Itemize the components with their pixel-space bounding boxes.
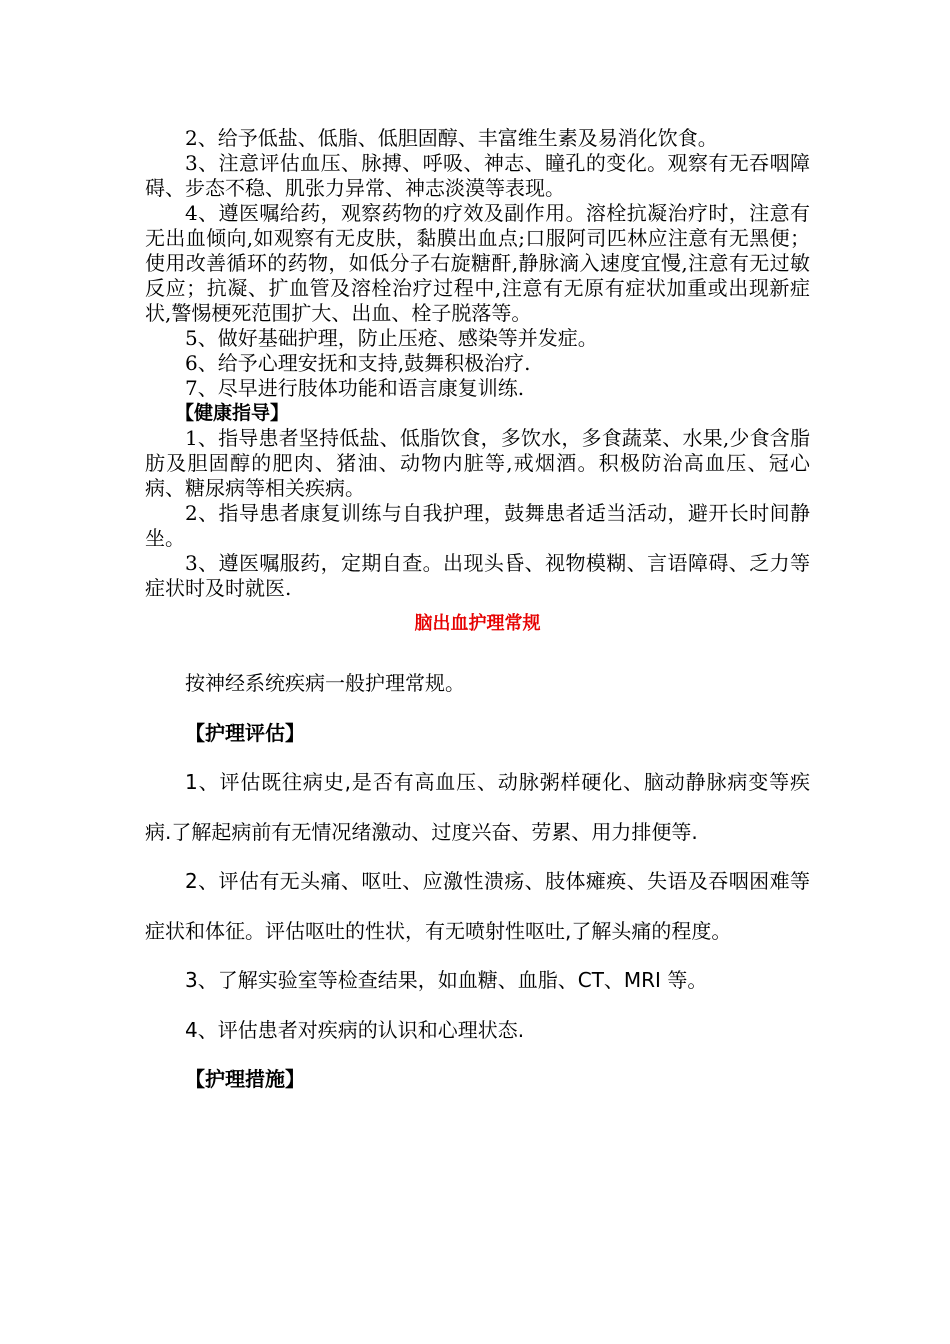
health-item-1: 1、指导患者坚持低盐、低脂饮食，多饮水，多食蔬菜、水果,少食含脂肪及胆固醇的肥肉、猪油、动物内脏等,戒烟酒。积极防治高血压、冠心病、糖尿病等相关疾病。 [145,426,810,500]
care-item-2: 2、给予低盐、低脂、低胆固醇、丰富维生素及易消化饮食。 [185,126,718,150]
infarction-care-continued [145,126,810,601]
assessment-item-2: 2、评估有无头痛、呕吐、应激性溃疡、肢体瘫痪、失语及吞咽困难等症状和体征。评估呕吐的性状，有无喷射性呕吐,了解头痛的程度。 [145,869,810,943]
care-item-6: 6、给予心理安抚和支持,鼓舞积极治疗. [185,351,531,375]
care-item-3: 3、注意评估血压、脉搏、呼吸、神志、瞳孔的变化。观察有无吞咽障碍、步态不稳、肌张力异常、神志淡漠等表现。 [145,151,810,200]
assessment-item-4: 4、评估患者对疾病的认识和心理状态. [185,1017,525,1042]
section-title: 脑出血护理常规 [414,613,541,634]
hemorrhage-care-section [145,659,810,1105]
health-item-3: 3、遵医嘱服药，定期自查。出现头昏、视物模糊、言语障碍、乏力等症状时及时就医. [145,551,810,600]
health-guidance-heading: 【健康指导】 [175,402,290,424]
care-item-4: 4、遵医嘱给药，观察药物的疗效及副作用。溶栓抗凝治疗时，注意有无出血倾向,如观察有无皮肤，黏膜出血点;口服阿司匹林应注意有无黑便；使用改善循环的药物，如低分子右旋糖酐,静脉滴入速度宜慢,注意有无过敏反应；抗凝、扩血管及溶栓治疗过程中,注意有无原有症状加重或出现新症状,警惕梗死范围扩大、出血、栓子脱落等。 [145,201,810,325]
assessment-heading: 【护理评估】 [185,720,305,745]
assessment-item-3: 3、了解实验室等检查结果，如血糖、血脂、CT、MRI 等。 [185,968,708,992]
document-body [145,126,810,1105]
care-item-7: 7、尽早进行肢体功能和语言康复训练. [185,376,525,400]
health-item-2: 2、指导患者康复训练与自我护理，鼓舞患者适当活动，避开长时间静坐。 [145,501,810,550]
measures-heading: 【护理措施】 [185,1067,305,1091]
assessment-item-1: 1、评估既往病史,是否有高血压、动脉粥样硬化、脑动静脉病变等疾病.了解起病前有无情况绪激动、过度兴奋、劳累、用力排便等. [145,770,810,844]
care-item-5: 5、做好基础护理，防止压疮、感染等并发症。 [185,326,598,350]
general-care-intro: 按神经系统疾病一般护理常规。 [185,671,465,695]
